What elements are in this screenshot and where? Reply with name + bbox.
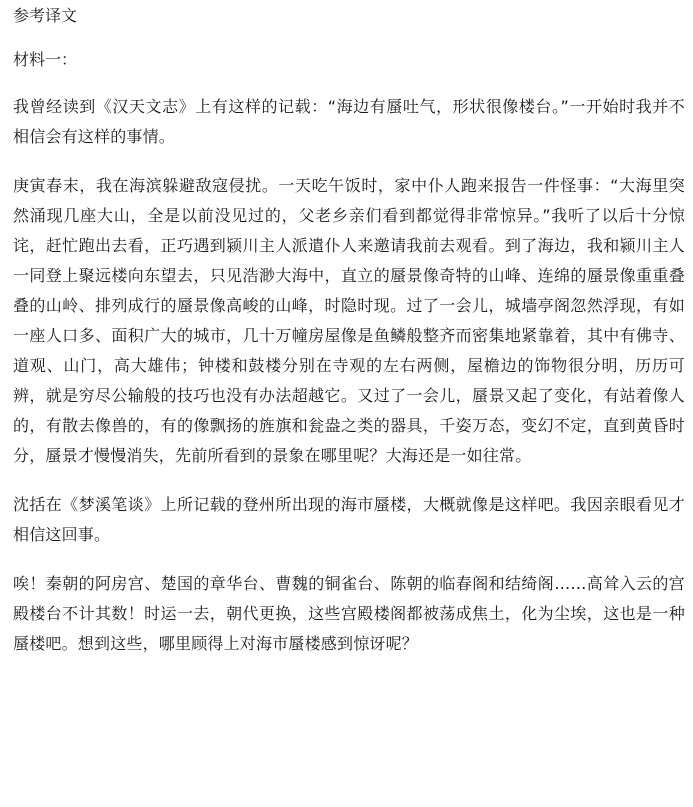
paragraph-1: 我曾经读到《汉天文志》上有这样的记载：“海边有蜃吐气，形状很像楼台。”一开始时我并不相信会有这样的事情。 (13, 97, 685, 146)
paragraph-2: 庚寅春末，我在海滨躲避敌寇侵扰。一天吃午饭时，家中仆人跑来报告一件怪事：“大海里突然涌现几座大山，全是以前没见过的，父老乡亲们看到都觉得非常惊异。”我听了以后十分惊诧，赶忙跑出去看，正巧遇到颍川主人派遣仆人来邀请我前去观看。到了海边，我和颍川主人一同登上聚远楼向东望去，只见浩渺大海中，直立的蜃景像奇特的山峰、连绵的蜃景像重重叠叠的山岭、排列成行的蜃景像高峻的山峰，时隐时现。过了一会儿，城墙亭阁忽然浮现，有如一座人口多、面积广大的城市，几十万幢房屋像是鱼鳞般整齐而密集地紧靠着，其中有佛寺、道观、山门，高大雄伟；钟楼和鼓楼分别在寺观的左右两侧，屋檐边的饰物很分明，历历可辨，就是穷尽公输般的技巧也没有办法超越它。又过了一会儿，蜃景又起了变化，有站着像人的，有散去像兽的，有的像飘扬的旌旗和瓮盎之类的器具，千姿万态，变幻不定，直到黄昏时分，蜃景才慢慢消失，先前所看到的景象在哪里呢？大海还是一如往常。 (13, 176, 685, 465)
paragraph-3: 沈括在《梦溪笔谈》上所记载的登州所出现的海市蜃楼，大概就像是这样吧。我因亲眼看见才相信这回事。 (13, 495, 685, 544)
section-label: 材料一： (13, 50, 78, 69)
document-title: 参考译文 (13, 6, 78, 25)
paragraph-4: 唉！秦朝的阿房宫、楚国的章华台、曹魏的铜雀台、陈朝的临春阁和结绮阁……高耸入云的宫殿楼台不计其数！时运一去，朝代更换，这些宫殿楼阁都被荡成焦土，化为尘埃，这也是一种蜃楼吧。想到这些，哪里顾得上对海市蜃楼感到惊讶呢？ (13, 574, 685, 653)
